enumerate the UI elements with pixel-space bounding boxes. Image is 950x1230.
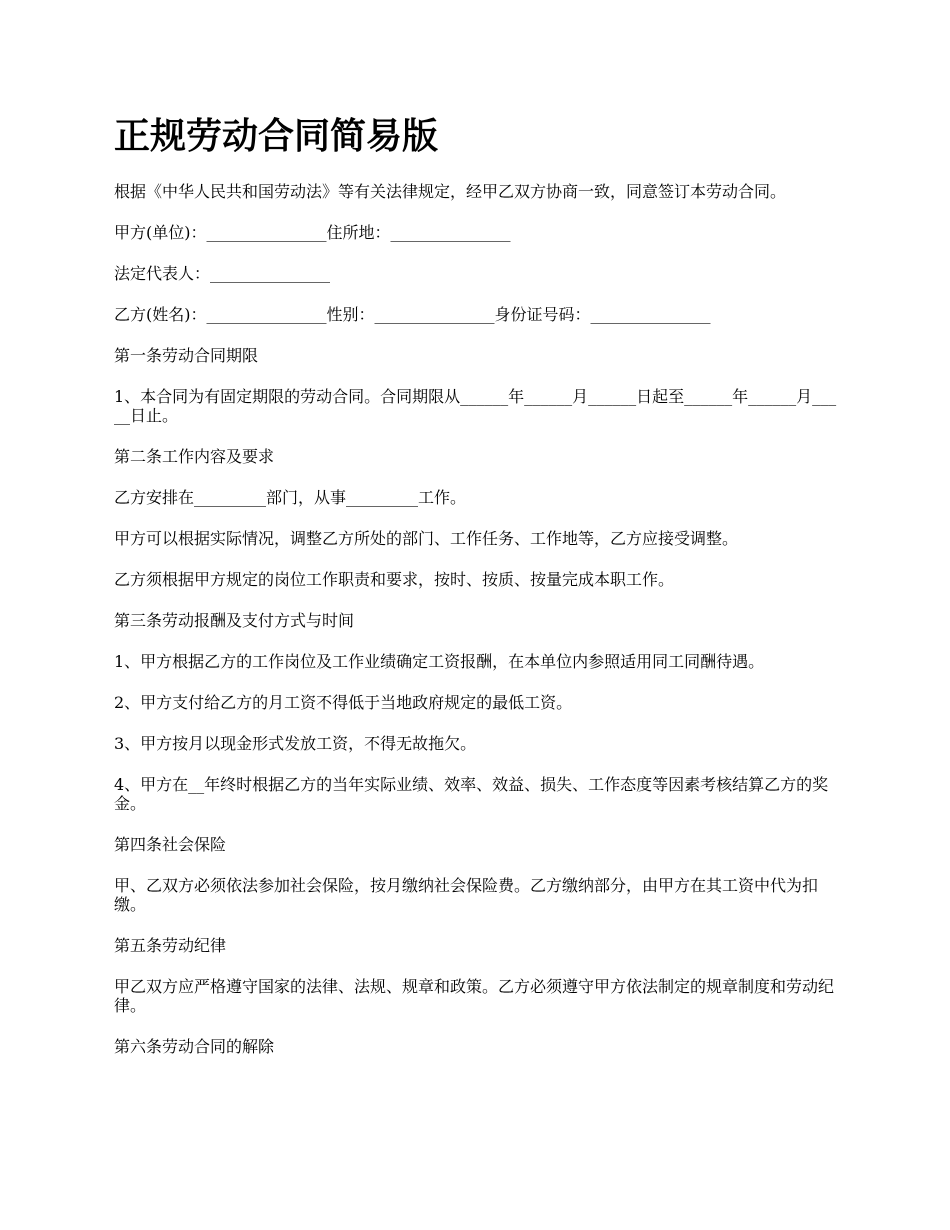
article-1-heading: 第一条劳动合同期限 (114, 346, 259, 365)
article-4-heading: 第四条社会保险 (114, 835, 227, 854)
article-4-clause-1: 甲、乙双方必须依法参加社会保险，按月缴纳社会保险费。乙方缴纳部分，由甲方在其工资中代为扣缴。 (114, 876, 819, 914)
article-2-clause-1: 乙方安排在_________部门，从事_________工作。 (114, 488, 467, 507)
document-title: 正规劳动合同简易版 (114, 115, 439, 157)
party-b-line: 乙方(姓名)：_______________性别：_______________身份证号码：_______________ (114, 305, 711, 324)
article-2-clause-2: 甲方可以根据实际情况，调整乙方所处的部门、工作任务、工作地等，乙方应接受调整。 (114, 529, 739, 548)
article-3-clause-3: 3、甲方按月以现金形式发放工资，不得无故拖欠。 (114, 734, 477, 753)
article-1-clause-1: 1、本合同为有固定期限的劳动合同。合同期限从______年______月______日起至______年______月_____日止。 (114, 387, 837, 425)
article-6-heading: 第六条劳动合同的解除 (114, 1037, 275, 1056)
article-2-clause-3: 乙方须根据甲方规定的岗位工作职责和要求，按时、按质、按量完成本职工作。 (114, 570, 675, 589)
article-2-heading: 第二条工作内容及要求 (114, 447, 275, 466)
article-3-heading: 第三条劳动报酬及支付方式与时间 (114, 611, 355, 630)
article-5-heading: 第五条劳动纪律 (114, 936, 227, 955)
legal-representative-line: 法定代表人：_______________ (114, 264, 331, 283)
article-3-clause-2: 2、甲方支付给乙方的月工资不得低于当地政府规定的最低工资。 (114, 693, 573, 712)
intro-paragraph: 根据《中华人民共和国劳动法》等有关法律规定，经甲乙双方协商一致，同意签订本劳动合同。 (114, 182, 787, 201)
document-page (114, 110, 840, 1078)
party-a-line: 甲方(单位)：_______________住所地：_______________ (114, 223, 511, 242)
article-3-clause-4: 4、甲方在__年终时根据乙方的当年实际业绩、效率、效益、损失、工作态度等因素考核结算乙方的奖金。 (114, 775, 829, 813)
article-3-clause-1: 1、甲方根据乙方的工作岗位及工作业绩确定工资报酬，在本单位内参照适用同工同酬待遇。 (114, 652, 765, 671)
article-5-clause-1: 甲乙双方应严格遵守国家的法律、法规、规章和政策。乙方必须遵守甲方依法制定的规章制度和劳动纪律。 (114, 977, 835, 1015)
